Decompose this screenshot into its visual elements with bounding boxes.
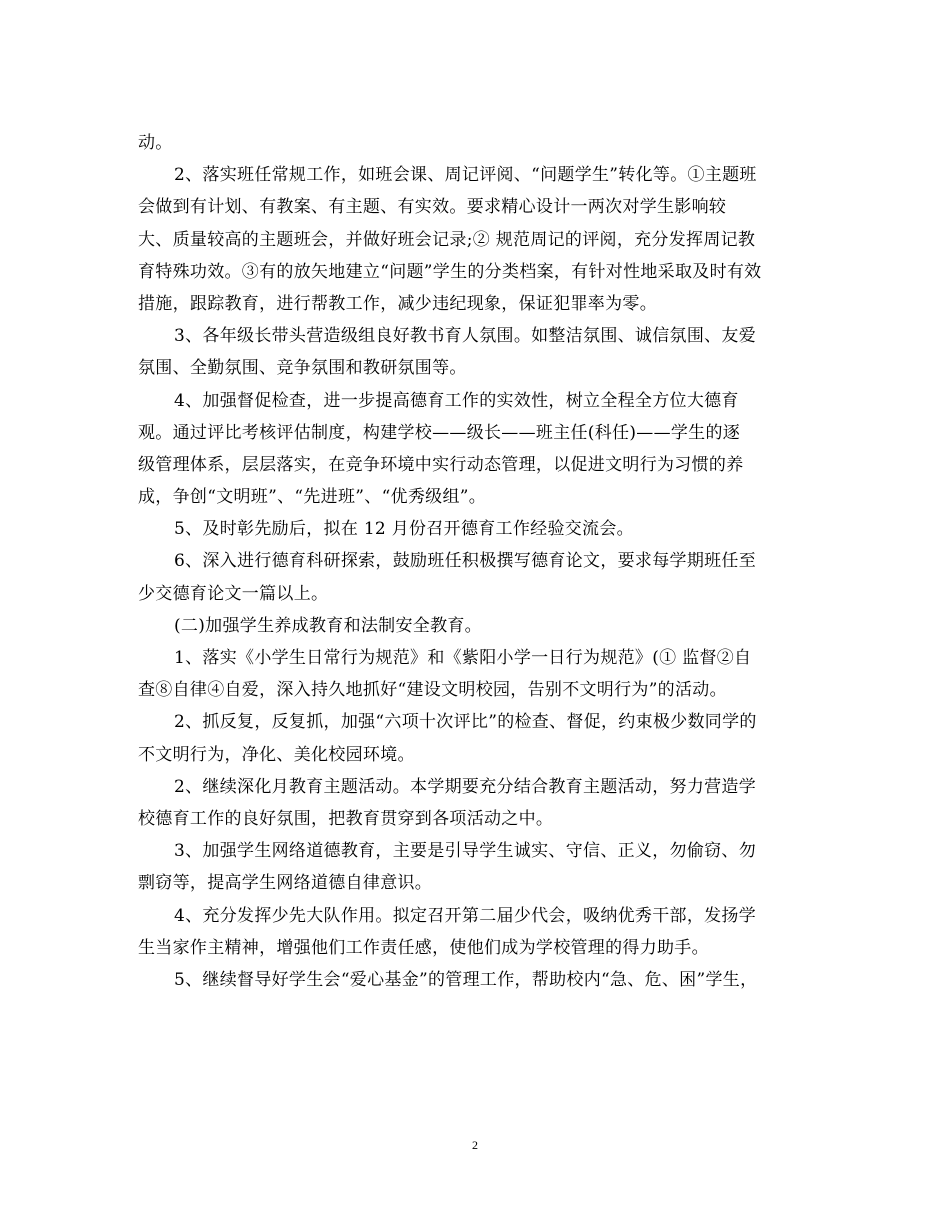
- text-line: 级管理体系，层层落实，在竞争环境中实行动态管理，以促进文明行为习惯的养: [138, 454, 744, 475]
- text-line: 校德育工作的良好氛围，把教育贯穿到各项活动之中。: [138, 808, 554, 829]
- text-line: 会做到有计划、有教案、有主题、有实效。要求精心设计一两次对学生影响较: [138, 197, 727, 218]
- text-line: 2、抓反复，反复抓，加强“六项十次评比”的检查、督促，约束极少数同学的: [174, 712, 757, 733]
- text-line: 4、加强督促检查，进一步提高德育工作的实效性，树立全程全方位大德育: [174, 390, 739, 411]
- text-line: 措施，跟踪教育，进行帮教工作，减少违纪现象，保证犯罪率为零。: [138, 293, 657, 314]
- text-line: 查⑧自律④自爱，深入持久地抓好“建设文明校园，告别不文明行为”的活动。: [138, 680, 727, 701]
- text-line: 动。: [138, 133, 173, 153]
- text-line: 氛围、全勤氛围、竞争氛围和教研氛围等。: [138, 358, 467, 379]
- text-line: 4、充分发挥少先大队作用。拟定召开第二届少代会，吸纳优秀干部，发扬学: [174, 905, 757, 926]
- text-line: 不文明行为，净化、美化校园环境。: [138, 744, 415, 765]
- text-line: 成，争创“文明班”、“先进班”、“优秀级组”。: [138, 487, 487, 508]
- text-line: (二)加强学生养成教育和法制安全教育。: [174, 615, 482, 636]
- document-body: [138, 127, 818, 996]
- text-line: 剽窃等，提高学生网络道德自律意识。: [138, 873, 433, 894]
- text-line: 少交德育论文一篇以上。: [138, 583, 329, 604]
- text-line: 育特殊功效。③有的放矢地建立“问题”学生的分类档案，有针对性地采取及时有效: [138, 261, 762, 282]
- text-line: 观。通过评比考核评估制度，构建学校——级长——班主任(科任)——学生的逐: [138, 422, 741, 443]
- text-line: 生当家作主精神，增强他们工作责任感，使他们成为学校管理的得力助手。: [138, 937, 709, 958]
- text-line: 3、各年级长带头营造级组良好教书育人氛围。如整洁氛围、诚信氛围、友爱: [174, 326, 757, 347]
- text-line: 5、及时彰先励后，拟在 12 月份召开德育工作经验交流会。: [174, 519, 634, 540]
- text-line: 5、继续督导好学生会“爱心基金”的管理工作，帮助校内“急、危、困”学生，: [174, 969, 758, 990]
- text-line: 2、继续深化月教育主题活动。本学期要充分结合教育主题活动，努力营造学: [174, 776, 757, 797]
- text-line: 大、质量较高的主题班会，并做好班会记录;② 规范周记的评阅，充分发挥周记教: [138, 229, 756, 250]
- text-line: 1、落实《小学生日常行为规范》和《紫阳小学一日行为规范》(① 监督②自: [174, 648, 752, 668]
- text-line: 3、加强学生网络道德教育，主要是引导学生诚实、守信、正义，勿偷窃、勿: [174, 841, 757, 862]
- text-line: 6、深入进行德育科研探索，鼓励班任积极撰写德育论文，要求每学期班任至: [174, 551, 757, 572]
- page-number: 2: [472, 1138, 478, 1152]
- text-line: 2、落实班任常规工作，如班会课、周记评阅、“问题学生”转化等。①主题班: [174, 165, 757, 186]
